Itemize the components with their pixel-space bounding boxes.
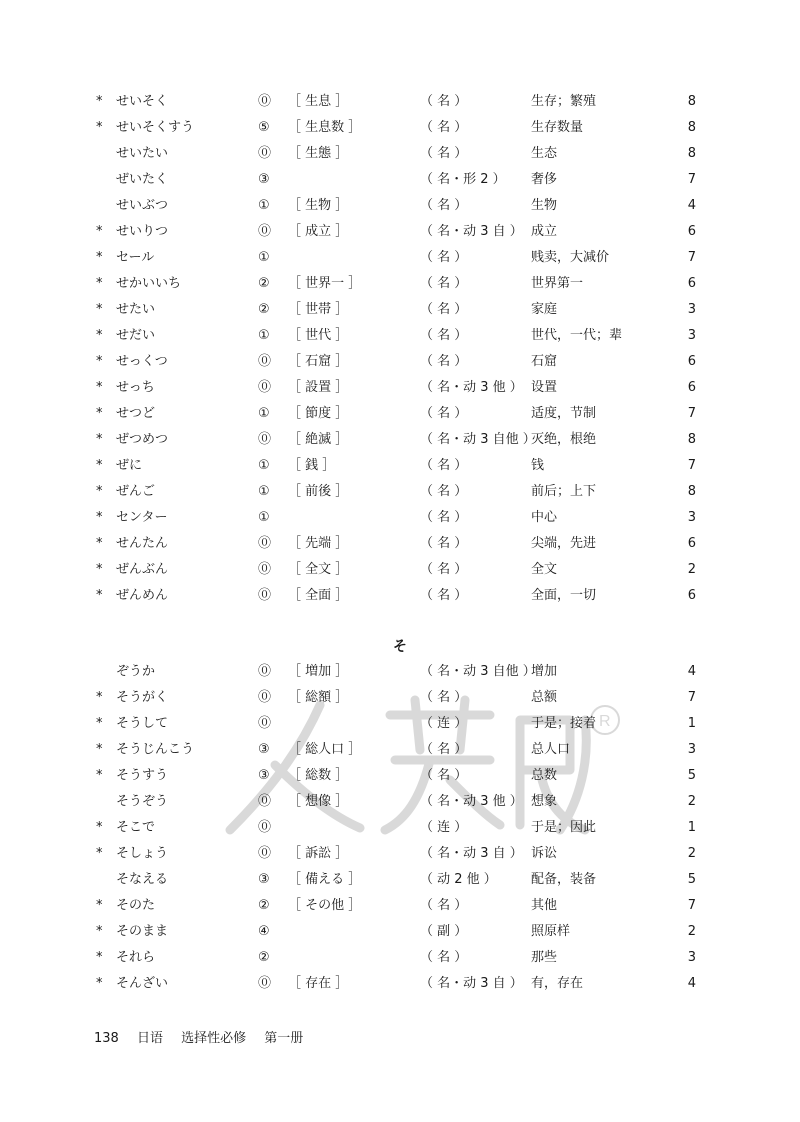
- vocab-row: [0, 789, 800, 815]
- word-meaning: 总数: [531, 768, 558, 783]
- lesson-number: 6: [687, 380, 696, 395]
- word-reading: そなえる: [116, 872, 169, 887]
- word-kanji: ［ 存在 ］: [288, 976, 349, 991]
- word-meaning: 生物: [531, 198, 558, 213]
- word-kanji: ［ 生態 ］: [288, 146, 349, 161]
- vocab-row: [0, 193, 800, 219]
- vocab-row: [0, 375, 800, 401]
- accent-mark: ⓪: [258, 664, 272, 679]
- vocab-row: [0, 89, 800, 115]
- word-kanji: ［ 全文 ］: [288, 562, 349, 577]
- page-number: 138: [94, 1031, 119, 1046]
- word-kanji: ［ 銭 ］: [288, 458, 336, 473]
- word-meaning: 其他: [531, 898, 558, 913]
- word-kanji: ［ 成立 ］: [288, 224, 349, 239]
- word-kanji: ［ 節度 ］: [288, 406, 349, 421]
- lesson-number: 8: [687, 94, 696, 109]
- word-kanji: ［ 生物 ］: [288, 198, 349, 213]
- vocab-row: [0, 815, 800, 841]
- word-meaning: 生态: [531, 146, 558, 161]
- accent-mark: ①: [258, 458, 270, 473]
- part-of-speech: （ 名 ）: [420, 458, 468, 473]
- word-reading: そしょう: [116, 846, 169, 861]
- vocab-section-se: [0, 89, 800, 609]
- word-kanji: ［ 訴訟 ］: [288, 846, 349, 861]
- review-mark: *: [96, 432, 103, 447]
- word-reading: そのまま: [116, 924, 169, 939]
- vocab-row: [0, 245, 800, 271]
- lesson-number: 7: [687, 172, 696, 187]
- part-of-speech: （ 名 ）: [420, 94, 468, 109]
- word-kanji: ［ 生息数 ］: [288, 120, 362, 135]
- word-reading: ぜつめつ: [116, 432, 169, 447]
- lesson-number: 2: [687, 794, 696, 809]
- accent-mark: ⓪: [258, 846, 272, 861]
- word-reading: せいぶつ: [116, 198, 169, 213]
- word-meaning: 贱卖，大减价: [531, 250, 610, 265]
- word-reading: ぜいたく: [116, 172, 169, 187]
- word-meaning: 总额: [531, 690, 558, 705]
- vocab-row: [0, 945, 800, 971]
- vocab-row: [0, 505, 800, 531]
- accent-mark: ⓪: [258, 354, 272, 369]
- accent-mark: ③: [258, 742, 270, 757]
- part-of-speech: （ 名 ）: [420, 510, 468, 525]
- word-meaning: 生存数量: [531, 120, 584, 135]
- volume-title: 第一册: [264, 1031, 304, 1046]
- part-of-speech: （ 动 2 他 ）: [420, 872, 497, 887]
- vocab-row: [0, 167, 800, 193]
- word-reading: ぜんご: [116, 484, 156, 499]
- review-mark: *: [96, 976, 103, 991]
- part-of-speech: （ 名・动 3 自 ）: [420, 976, 523, 991]
- vocab-section-so: [0, 659, 800, 997]
- accent-mark: ②: [258, 898, 270, 913]
- part-of-speech: （ 名・动 3 自 ）: [420, 846, 523, 861]
- accent-mark: ⓪: [258, 146, 272, 161]
- vocab-row: [0, 659, 800, 685]
- review-mark: *: [96, 742, 103, 757]
- word-reading: そんざい: [116, 976, 169, 991]
- accent-mark: ⓪: [258, 976, 272, 991]
- word-reading: そうじんこう: [116, 742, 195, 757]
- vocab-row: [0, 115, 800, 141]
- accent-mark: ⓪: [258, 380, 272, 395]
- vocab-row: [0, 583, 800, 609]
- review-mark: *: [96, 950, 103, 965]
- part-of-speech: （ 名 ）: [420, 588, 468, 603]
- word-kanji: ［ 生息 ］: [288, 94, 349, 109]
- review-mark: *: [96, 120, 103, 135]
- part-of-speech: （ 名・动 3 自他 ）: [420, 432, 536, 447]
- vocab-row: [0, 427, 800, 453]
- lesson-number: 7: [687, 458, 696, 473]
- lesson-number: 1: [687, 820, 696, 835]
- word-meaning: 照原样: [531, 924, 571, 939]
- part-of-speech: （ 名 ）: [420, 950, 468, 965]
- lesson-number: 2: [687, 846, 696, 861]
- accent-mark: ①: [258, 250, 270, 265]
- vocab-row: [0, 323, 800, 349]
- part-of-speech: （ 名 ）: [420, 146, 468, 161]
- lesson-number: 6: [687, 588, 696, 603]
- word-meaning: 奢侈: [531, 172, 558, 187]
- word-reading: せだい: [116, 328, 156, 343]
- review-mark: *: [96, 354, 103, 369]
- word-meaning: 家庭: [531, 302, 558, 317]
- vocab-row: [0, 867, 800, 893]
- section-heading-so: そ: [393, 639, 407, 655]
- review-mark: *: [96, 224, 103, 239]
- lesson-number: 7: [687, 406, 696, 421]
- word-reading: ぞうか: [116, 664, 156, 679]
- lesson-number: 7: [687, 250, 696, 265]
- word-meaning: 有，存在: [531, 976, 584, 991]
- part-of-speech: （ 名 ）: [420, 562, 468, 577]
- review-mark: *: [96, 276, 103, 291]
- word-kanji: ［ その他 ］: [288, 898, 362, 913]
- part-of-speech: （ 名 ）: [420, 250, 468, 265]
- lesson-number: 3: [687, 742, 696, 757]
- word-reading: セール: [116, 250, 155, 265]
- watermark-registered-mark: R: [599, 713, 611, 730]
- word-meaning: 于是；因此: [531, 820, 597, 835]
- part-of-speech: （ 名 ）: [420, 484, 468, 499]
- word-kanji: ［ 前後 ］: [288, 484, 349, 499]
- word-kanji: ［ 世界一 ］: [288, 276, 362, 291]
- accent-mark: ⓪: [258, 690, 272, 705]
- review-mark: *: [96, 536, 103, 551]
- part-of-speech: （ 连 ）: [420, 716, 468, 731]
- word-kanji: ［ 先端 ］: [288, 536, 349, 551]
- word-kanji: ［ 総数 ］: [288, 768, 349, 783]
- vocab-row: [0, 297, 800, 323]
- review-mark: *: [96, 768, 103, 783]
- accent-mark: ①: [258, 484, 270, 499]
- lesson-number: 2: [687, 562, 696, 577]
- accent-mark: ⓪: [258, 588, 272, 603]
- review-mark: *: [96, 250, 103, 265]
- course-title: 选择性必修: [181, 1031, 247, 1046]
- review-mark: *: [96, 898, 103, 913]
- lesson-number: 4: [687, 198, 696, 213]
- word-kanji: ［ 設置 ］: [288, 380, 349, 395]
- word-reading: せっくつ: [116, 354, 168, 369]
- word-meaning: 前后；上下: [531, 484, 597, 499]
- accent-mark: ③: [258, 872, 270, 887]
- part-of-speech: （ 名 ）: [420, 354, 468, 369]
- review-mark: *: [96, 846, 103, 861]
- vocab-row: [0, 141, 800, 167]
- word-meaning: 全文: [531, 562, 558, 577]
- word-kanji: ［ 増加 ］: [288, 664, 349, 679]
- review-mark: *: [96, 510, 103, 525]
- word-meaning: 全面，一切: [531, 588, 597, 603]
- word-reading: ぜに: [116, 458, 143, 473]
- word-kanji: ［ 想像 ］: [288, 794, 349, 809]
- word-meaning: 适度，节制: [531, 406, 597, 421]
- word-kanji: ［ 総人口 ］: [288, 742, 362, 757]
- word-meaning: 世代，一代；辈: [531, 328, 623, 343]
- word-meaning: 钱: [531, 458, 545, 473]
- word-meaning: 世界第一: [531, 276, 584, 291]
- word-reading: せいりつ: [116, 224, 169, 239]
- word-kanji: ［ 絶滅 ］: [288, 432, 349, 447]
- part-of-speech: （ 名・动 3 他 ）: [420, 794, 523, 809]
- accent-mark: ⓪: [258, 562, 272, 577]
- accent-mark: ⑤: [258, 120, 270, 135]
- vocab-row: [0, 557, 800, 583]
- lesson-number: 4: [687, 976, 696, 991]
- part-of-speech: （ 名 ）: [420, 742, 468, 757]
- word-meaning: 灭绝，根绝: [531, 432, 597, 447]
- part-of-speech: （ 名・动 3 自他 ）: [420, 664, 536, 679]
- word-kanji: ［ 総額 ］: [288, 690, 349, 705]
- lesson-number: 3: [687, 328, 696, 343]
- review-mark: *: [96, 406, 103, 421]
- accent-mark: ⓪: [258, 224, 272, 239]
- review-mark: *: [96, 484, 103, 499]
- review-mark: *: [96, 588, 103, 603]
- word-reading: そうぞう: [116, 794, 169, 809]
- accent-mark: ⓪: [258, 820, 272, 835]
- word-meaning: 中心: [531, 510, 558, 525]
- lesson-number: 6: [687, 536, 696, 551]
- part-of-speech: （ 名 ）: [420, 198, 468, 213]
- vocab-row: [0, 219, 800, 245]
- part-of-speech: （ 名 ）: [420, 276, 468, 291]
- accent-mark: ⓪: [258, 716, 272, 731]
- page-footer: [94, 1027, 317, 1046]
- part-of-speech: （ 名 ）: [420, 768, 468, 783]
- book-title: 日语: [136, 1031, 163, 1046]
- word-meaning: 生存；繁殖: [531, 94, 597, 109]
- part-of-speech: （ 名 ）: [420, 328, 468, 343]
- vocab-row: [0, 893, 800, 919]
- lesson-number: 6: [687, 354, 696, 369]
- accent-mark: ①: [258, 328, 270, 343]
- review-mark: *: [96, 716, 103, 731]
- accent-mark: ①: [258, 198, 270, 213]
- vocab-row: [0, 349, 800, 375]
- review-mark: *: [96, 690, 103, 705]
- part-of-speech: （ 名 ）: [420, 406, 468, 421]
- word-meaning: 设置: [531, 380, 558, 395]
- review-mark: *: [96, 328, 103, 343]
- word-kanji: ［ 世帯 ］: [288, 302, 349, 317]
- word-reading: せたい: [116, 302, 156, 317]
- lesson-number: 4: [687, 664, 696, 679]
- word-kanji: ［ 備える ］: [288, 872, 362, 887]
- word-reading: ぜんぶん: [116, 562, 169, 577]
- word-reading: そうして: [116, 716, 169, 731]
- lesson-number: 8: [687, 146, 696, 161]
- review-mark: *: [96, 380, 103, 395]
- word-reading: せっち: [116, 380, 155, 395]
- word-meaning: 想象: [531, 794, 558, 809]
- word-kanji: ［ 世代 ］: [288, 328, 349, 343]
- word-reading: そうがく: [116, 690, 169, 705]
- lesson-number: 1: [687, 716, 696, 731]
- word-reading: せかいいち: [116, 276, 182, 291]
- word-reading: そこで: [116, 820, 156, 835]
- vocab-row: [0, 711, 800, 737]
- part-of-speech: （ 名・形 2 ）: [420, 172, 506, 187]
- word-reading: それら: [116, 950, 156, 965]
- accent-mark: ④: [258, 924, 270, 939]
- accent-mark: ②: [258, 276, 270, 291]
- accent-mark: ③: [258, 768, 270, 783]
- accent-mark: ③: [258, 172, 270, 187]
- accent-mark: ⓪: [258, 794, 272, 809]
- part-of-speech: （ 连 ）: [420, 820, 468, 835]
- vocab-row: [0, 763, 800, 789]
- word-reading: せいそく: [116, 94, 169, 109]
- word-reading: せいたい: [116, 146, 169, 161]
- vocab-row: [0, 919, 800, 945]
- word-reading: そのた: [116, 898, 156, 913]
- part-of-speech: （ 名 ）: [420, 120, 468, 135]
- lesson-number: 8: [687, 120, 696, 135]
- word-meaning: 那些: [531, 950, 558, 965]
- vocab-row: [0, 737, 800, 763]
- vocab-row: [0, 453, 800, 479]
- word-meaning: 增加: [531, 664, 558, 679]
- word-reading: ぜんめん: [116, 588, 169, 603]
- part-of-speech: （ 副 ）: [420, 924, 468, 939]
- vocab-row: [0, 841, 800, 867]
- accent-mark: ②: [258, 302, 270, 317]
- word-reading: せつど: [116, 406, 156, 421]
- word-reading: そうすう: [116, 768, 169, 783]
- word-meaning: 于是；接着: [531, 716, 597, 731]
- lesson-number: 3: [687, 510, 696, 525]
- part-of-speech: （ 名・动 3 他 ）: [420, 380, 523, 395]
- lesson-number: 6: [687, 276, 696, 291]
- accent-mark: ②: [258, 950, 270, 965]
- part-of-speech: （ 名 ）: [420, 536, 468, 551]
- lesson-number: 8: [687, 484, 696, 499]
- review-mark: *: [96, 562, 103, 577]
- vocab-row: [0, 531, 800, 557]
- part-of-speech: （ 名 ）: [420, 690, 468, 705]
- lesson-number: 7: [687, 690, 696, 705]
- review-mark: *: [96, 924, 103, 939]
- vocab-row: [0, 271, 800, 297]
- review-mark: *: [96, 820, 103, 835]
- word-reading: センター: [116, 510, 168, 525]
- word-meaning: 尖端，先进: [531, 536, 597, 551]
- word-kanji: ［ 全面 ］: [288, 588, 349, 603]
- word-meaning: 配备，装备: [531, 872, 597, 887]
- word-kanji: ［ 石窟 ］: [288, 354, 349, 369]
- word-meaning: 石窟: [531, 354, 558, 369]
- accent-mark: ⓪: [258, 94, 272, 109]
- lesson-number: 3: [687, 302, 696, 317]
- lesson-number: 5: [687, 872, 696, 887]
- word-meaning: 诉讼: [531, 846, 558, 861]
- part-of-speech: （ 名 ）: [420, 898, 468, 913]
- part-of-speech: （ 名・动 3 自 ）: [420, 224, 523, 239]
- vocab-row: [0, 401, 800, 427]
- lesson-number: 8: [687, 432, 696, 447]
- vocab-row: [0, 479, 800, 505]
- word-reading: せいそくすう: [116, 120, 195, 135]
- accent-mark: ⓪: [258, 432, 272, 447]
- review-mark: *: [96, 302, 103, 317]
- word-reading: せんたん: [116, 536, 169, 551]
- accent-mark: ⓪: [258, 536, 272, 551]
- review-mark: *: [96, 458, 103, 473]
- vocab-row: [0, 685, 800, 711]
- word-meaning: 成立: [531, 224, 558, 239]
- accent-mark: ①: [258, 406, 270, 421]
- accent-mark: ①: [258, 510, 270, 525]
- lesson-number: 7: [687, 898, 696, 913]
- lesson-number: 2: [687, 924, 696, 939]
- review-mark: *: [96, 94, 103, 109]
- part-of-speech: （ 名 ）: [420, 302, 468, 317]
- lesson-number: 6: [687, 224, 696, 239]
- lesson-number: 5: [687, 768, 696, 783]
- lesson-number: 3: [687, 950, 696, 965]
- vocab-row: [0, 971, 800, 997]
- word-meaning: 总人口: [531, 742, 571, 757]
